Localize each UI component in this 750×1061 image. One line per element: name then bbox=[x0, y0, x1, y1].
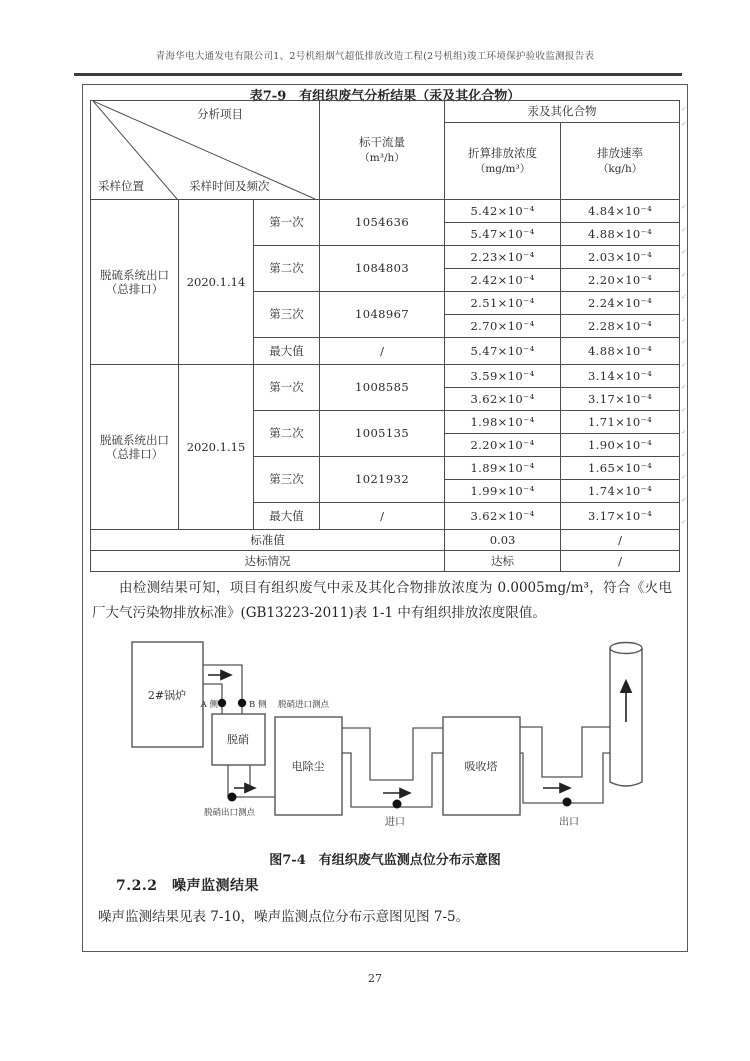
conc-cell: 2.51×10⁻⁴ bbox=[445, 292, 561, 315]
rate-cell: 4.84×10⁻⁴ bbox=[561, 200, 680, 223]
scan-tick: ✓ bbox=[681, 518, 687, 526]
measure-point-a-dot bbox=[218, 699, 226, 707]
sample-label-cell: 第二次 bbox=[254, 411, 320, 457]
table-title: 表7-9 有组织废气分析结果（汞及其化合物） bbox=[249, 89, 521, 104]
rate-cell: 1.74×10⁻⁴ bbox=[561, 480, 680, 503]
scan-tick: ✓ bbox=[681, 293, 687, 301]
results-thead bbox=[91, 101, 680, 200]
absorber-label: 吸收塔 bbox=[464, 760, 498, 773]
max-flow-cell: / bbox=[320, 503, 445, 530]
header-rate bbox=[561, 122, 680, 199]
conc-cell: 1.89×10⁻⁴ bbox=[445, 457, 561, 480]
scan-tick: ✓ bbox=[681, 428, 687, 436]
scan-tick: ✓ bbox=[681, 496, 687, 504]
rate-cell: 1.90×10⁻⁴ bbox=[561, 434, 680, 457]
esp-label: 电除尘 bbox=[291, 760, 325, 773]
max-label-cell: 最大值 bbox=[254, 503, 320, 530]
stack-top bbox=[610, 643, 642, 654]
scan-tick: ✓ bbox=[681, 451, 687, 459]
outlet-label: 出口 bbox=[559, 817, 579, 828]
header-sampling-time: 采样时间及频次 bbox=[189, 178, 270, 193]
rate-cell: 2.20×10⁻⁴ bbox=[561, 269, 680, 292]
rate-cell: 3.17×10⁻⁴ bbox=[561, 388, 680, 411]
scan-tick: ✓ bbox=[681, 105, 687, 113]
sample-label-cell: 第三次 bbox=[254, 292, 320, 338]
footer-label-cell: 达标情况 bbox=[91, 551, 445, 572]
conc-cell: 5.42×10⁻⁴ bbox=[445, 200, 561, 223]
scan-tick: ✓ bbox=[681, 406, 687, 414]
sample-label-cell: 第二次 bbox=[254, 246, 320, 292]
header-flow-unit: （m³/h） bbox=[359, 152, 405, 165]
denit-inlet-point-label: 脱硝进口测点 bbox=[278, 700, 330, 710]
conc-cell: 2.20×10⁻⁴ bbox=[445, 434, 561, 457]
inlet-dot bbox=[393, 800, 402, 809]
max-rate-cell: 3.17×10⁻⁴ bbox=[561, 503, 680, 530]
header-rate-label: 排放速率 bbox=[597, 145, 644, 160]
date-cell: 2020.1.15 bbox=[179, 365, 254, 530]
conc-cell: 3.59×10⁻⁴ bbox=[445, 365, 561, 388]
scan-tick: ✓ bbox=[681, 383, 687, 391]
conc-cell: 2.23×10⁻⁴ bbox=[445, 246, 561, 269]
sample-label-cell: 第三次 bbox=[254, 457, 320, 503]
table-row bbox=[91, 530, 680, 551]
page-number: 27 bbox=[368, 972, 382, 985]
max-conc-cell: 3.62×10⁻⁴ bbox=[445, 503, 561, 530]
max-conc-cell: 5.47×10⁻⁴ bbox=[445, 338, 561, 365]
header-conc-label: 折算排放浓度 bbox=[468, 145, 538, 160]
header-sampling-location: 采样位置 bbox=[98, 178, 144, 193]
report-header-line: 青海华电大通发电有限公司1、2号机组烟气超低排放改造工程(2号机组)竣工环境保护验收监测报告表 bbox=[155, 51, 595, 62]
header-rate-unit: （kg/h） bbox=[597, 162, 643, 175]
scan-tick: ✓ bbox=[681, 226, 687, 234]
rate-cell: 2.24×10⁻⁴ bbox=[561, 292, 680, 315]
sample-label-cell: 第一次 bbox=[254, 365, 320, 411]
header-concentration bbox=[445, 122, 561, 199]
header-conc-unit: （mg/m³） bbox=[474, 162, 531, 175]
conc-cell: 1.98×10⁻⁴ bbox=[445, 411, 561, 434]
table-row bbox=[91, 551, 680, 572]
denit-outlet-dot bbox=[228, 793, 237, 802]
date-cell: 2020.1.14 bbox=[179, 200, 254, 365]
section-heading: 7.2.2 噪声监测结果 bbox=[116, 878, 259, 894]
conc-cell: 1.99×10⁻⁴ bbox=[445, 480, 561, 503]
rate-cell: 2.03×10⁻⁴ bbox=[561, 246, 680, 269]
conclusion-paragraph: 由检测结果可知，项目有组织废气中汞及其化合物排放浓度为 0.0005mg/m³，符合《火电厂大气污染物排放标准》(GB13223-2011)表 1-1 中有组织排放浓度限值。 bbox=[92, 580, 672, 621]
header-analysis-item: 分析项目 bbox=[197, 107, 243, 121]
scan-tick: ✓ bbox=[681, 203, 687, 211]
sample-label-cell: 第一次 bbox=[254, 200, 320, 246]
header-flow bbox=[320, 101, 445, 200]
flow-cell: 1048967 bbox=[320, 292, 445, 338]
inlet-label: 进口 bbox=[385, 817, 405, 828]
header-rule bbox=[74, 73, 682, 76]
max-flow-cell: / bbox=[320, 338, 445, 365]
footer-label-cell: 标准值 bbox=[91, 530, 445, 551]
scan-tick: ✓ bbox=[681, 473, 687, 481]
denit-outlet-point-label: 脱硝出口测点 bbox=[204, 808, 256, 818]
rate-cell: 4.88×10⁻⁴ bbox=[561, 223, 680, 246]
scan-tick: ✓ bbox=[681, 248, 687, 256]
rate-cell: 3.14×10⁻⁴ bbox=[561, 365, 680, 388]
section-paragraph: 噪声监测结果见表 7-10，噪声监测点位分布示意图见图 7-5。 bbox=[98, 909, 470, 925]
scan-tick: ✓ bbox=[681, 316, 687, 324]
scan-tick: ✓ bbox=[681, 120, 687, 128]
diagonal-header-cell bbox=[91, 101, 320, 200]
flow-cell: 1054636 bbox=[320, 200, 445, 246]
header-mercury-group: 汞及其化合物 bbox=[445, 101, 680, 123]
side-a-label: A 侧 bbox=[200, 700, 218, 710]
outlet-dot bbox=[563, 798, 572, 807]
results-tbody bbox=[91, 200, 680, 572]
conc-cell: 2.42×10⁻⁴ bbox=[445, 269, 561, 292]
scan-tick: ✓ bbox=[681, 271, 687, 279]
figure-caption: 图7-4 有组织废气监测点位分布示意图 bbox=[269, 853, 501, 868]
denitration-label: 脱硝 bbox=[227, 733, 249, 746]
table-row bbox=[91, 365, 680, 388]
boiler-label: 2#锅炉 bbox=[147, 689, 187, 702]
side-b-label: B 侧 bbox=[249, 700, 267, 710]
flow-cell: 1008585 bbox=[320, 365, 445, 411]
scan-tick: ✓ bbox=[681, 338, 687, 346]
monitoring-points-diagram bbox=[82, 632, 688, 847]
rate-cell: 2.28×10⁻⁴ bbox=[561, 315, 680, 338]
footer-rate-cell: / bbox=[561, 551, 680, 572]
flow-cell: 1005135 bbox=[320, 411, 445, 457]
results-table bbox=[90, 100, 680, 572]
conc-cell: 2.70×10⁻⁴ bbox=[445, 315, 561, 338]
location-cell: 脱硫系统出口（总排口） bbox=[91, 200, 179, 365]
max-label-cell: 最大值 bbox=[254, 338, 320, 365]
footer-rate-cell: / bbox=[561, 530, 680, 551]
rate-cell: 1.65×10⁻⁴ bbox=[561, 457, 680, 480]
footer-conc-cell: 达标 bbox=[445, 551, 561, 572]
location-cell: 脱硫系统出口（总排口） bbox=[91, 365, 179, 530]
conc-cell: 5.47×10⁻⁴ bbox=[445, 223, 561, 246]
conc-cell: 3.62×10⁻⁴ bbox=[445, 388, 561, 411]
scan-tick: ✓ bbox=[681, 361, 687, 369]
flow-cell: 1021932 bbox=[320, 457, 445, 503]
header-flow-label: 标干流量 bbox=[359, 134, 406, 149]
rate-cell: 1.71×10⁻⁴ bbox=[561, 411, 680, 434]
table-row bbox=[91, 200, 680, 223]
footer-conc-cell: 0.03 bbox=[445, 530, 561, 551]
flow-cell: 1084803 bbox=[320, 246, 445, 292]
measure-point-b-dot bbox=[238, 699, 246, 707]
max-rate-cell: 4.88×10⁻⁴ bbox=[561, 338, 680, 365]
